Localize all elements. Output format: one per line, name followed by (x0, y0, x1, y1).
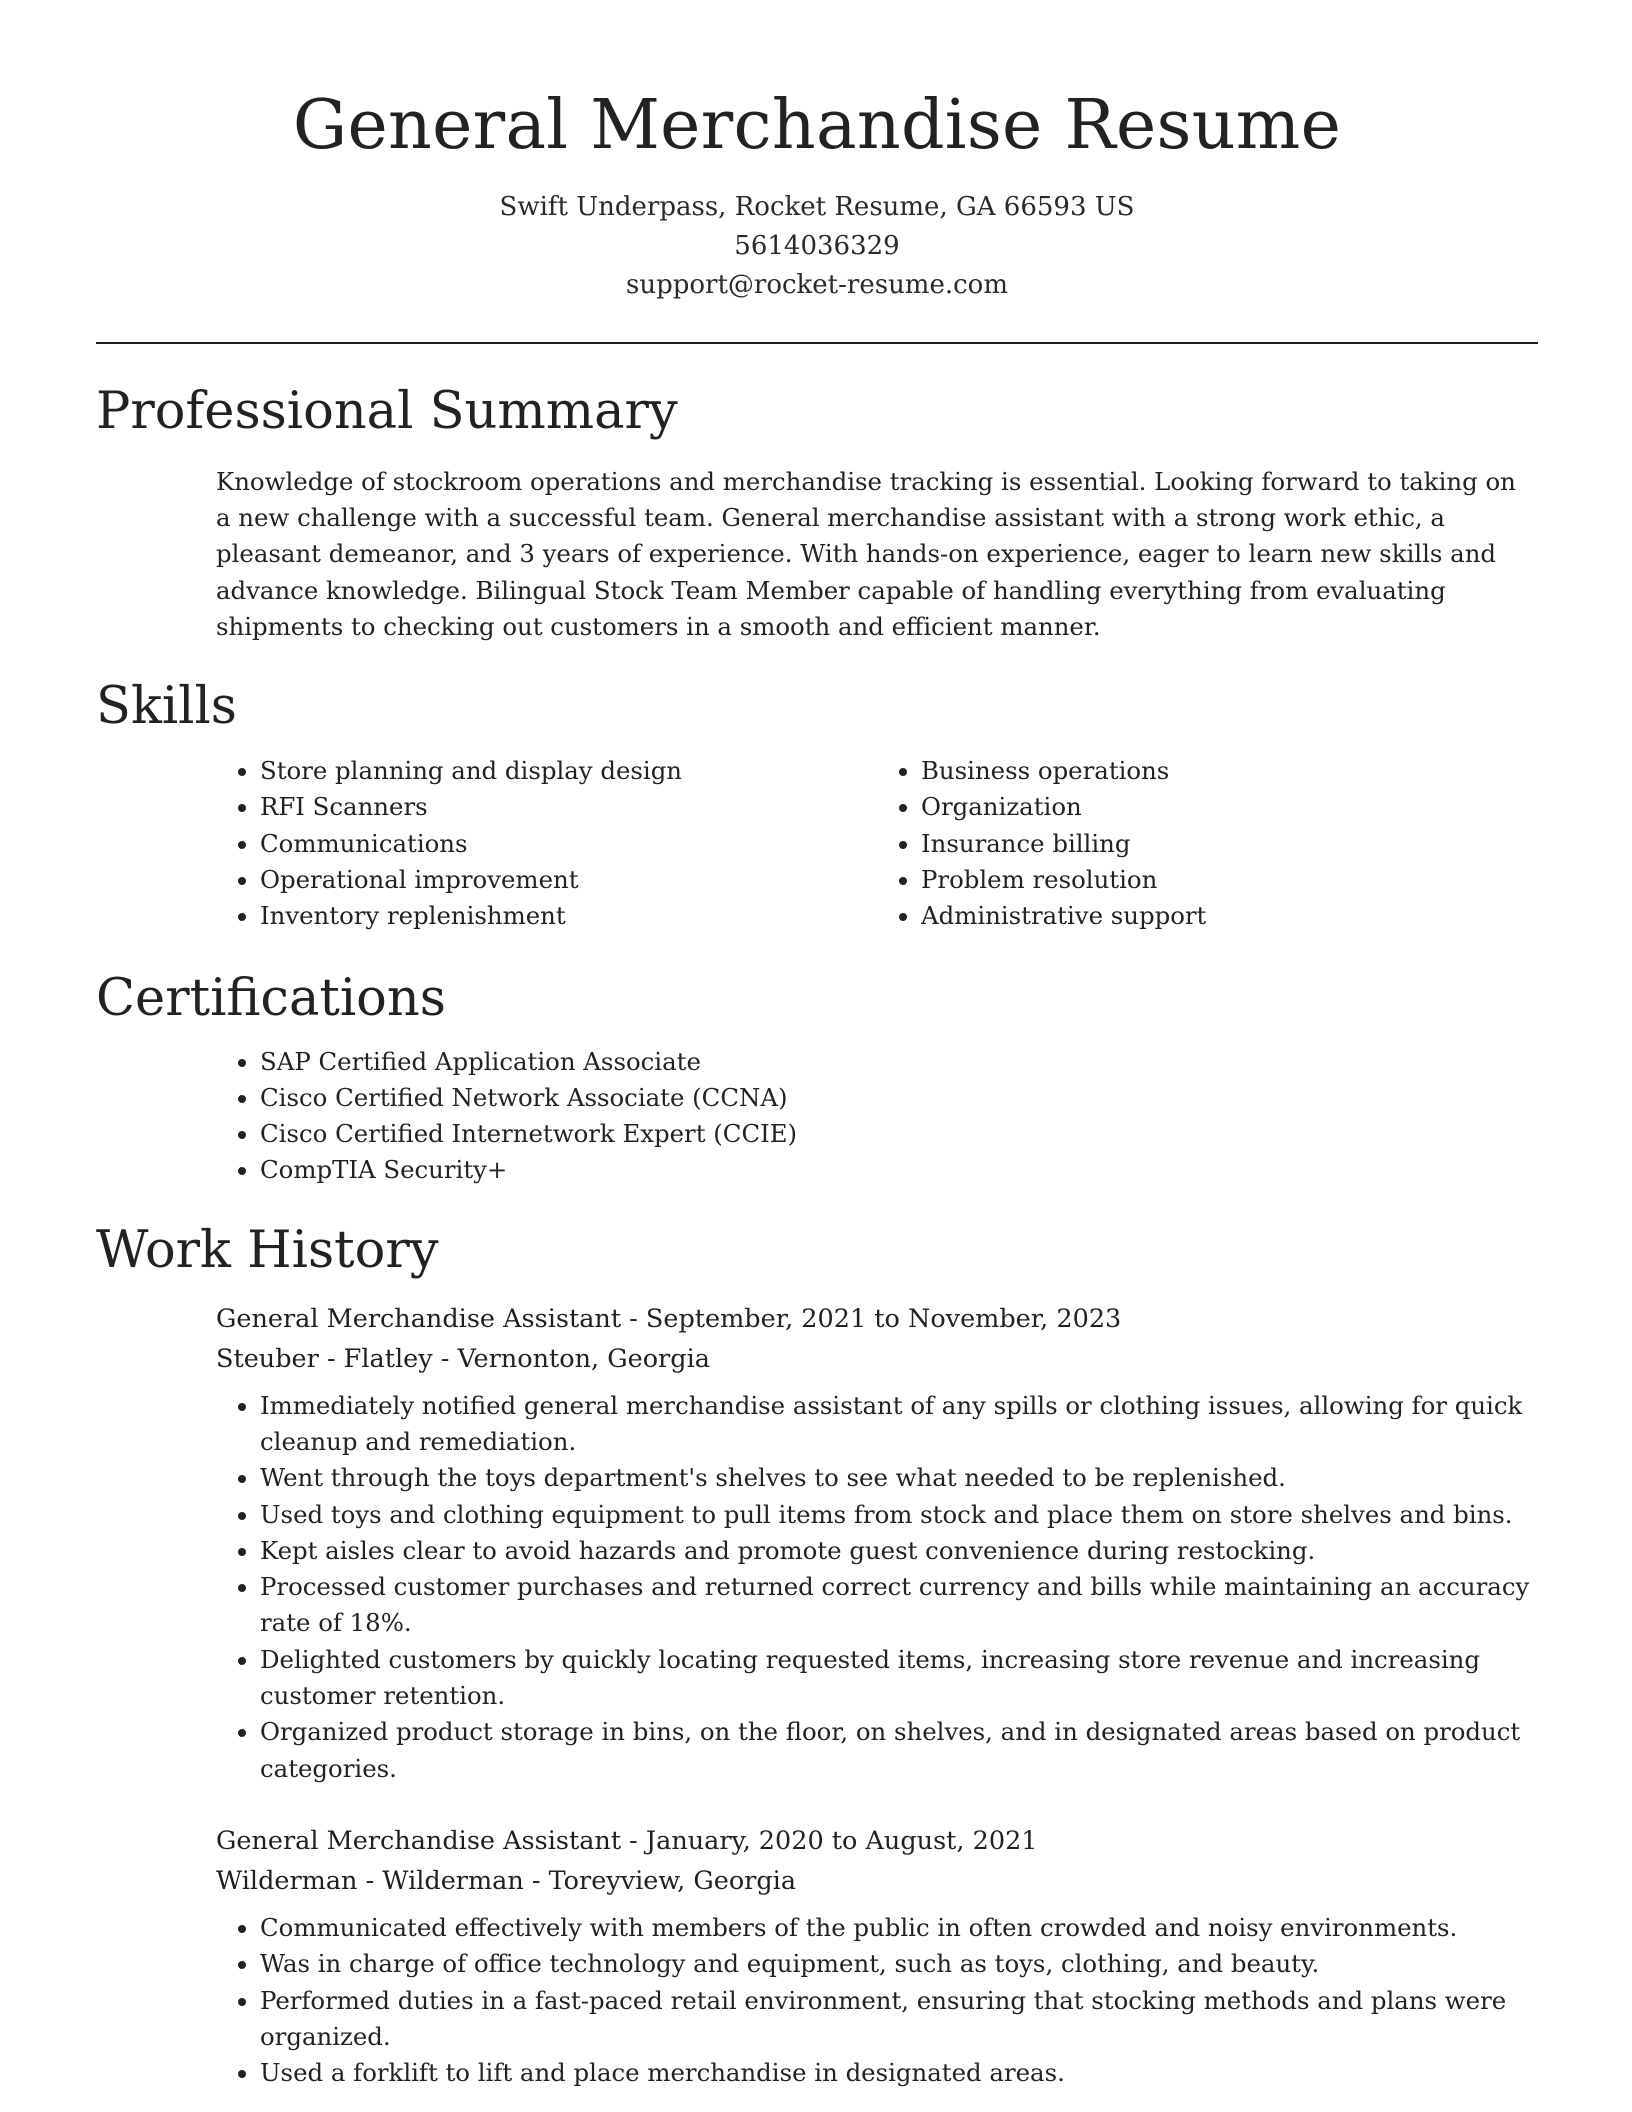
certification-item: • CompTIA Security+ (260, 1152, 1538, 1188)
separator: - (621, 1825, 646, 1856)
work-history-heading: Work History (96, 1220, 439, 1280)
job-title: General Merchandise Assistant (216, 1303, 622, 1334)
summary-text: Knowledge of stockroom operations and merchandise tracking is essential. Looking forward to taking on a new challenge with a successful team. General merchandise assistant with a strong work ethic, a pleasant demeanor, and 3 years of experience. With hands-on experience, eager to learn new skills and advance knowledge. Bilingual Stock Team Member capable of handling everything from evaluating shipments to checking out customers in a smooth and efficient manner. (216, 467, 1516, 641)
skill-item: • Organization (921, 789, 1538, 825)
skills-heading: Skills (96, 677, 237, 737)
job-entry (216, 1299, 1538, 1787)
separator: - (523, 1865, 549, 1896)
skill-item: • Business operations (921, 753, 1538, 789)
job-company: Wilderman - Wilderman (216, 1865, 524, 1896)
certification-item: • SAP Certified Application Associate (260, 1044, 1538, 1080)
job-bullet: • Delighted customers by quickly locating requested items, increasing store revenue and increasing customer retention. (260, 1642, 1538, 1715)
job-dates: January, 2020 to August, 2021 (645, 1825, 1038, 1856)
job-location: Toreyview, Georgia (548, 1865, 797, 1896)
job-location: Vernonton, Georgia (457, 1343, 710, 1374)
job-bullet: • Immediately notified general merchandise assistant of any spills or clothing issues, allowing for quick cleanup and remediation. (260, 1388, 1538, 1461)
job-company: Steuber - Flatley (216, 1343, 433, 1374)
skills-list (216, 753, 1538, 934)
skill-item: • Operational improvement (260, 862, 877, 898)
address: Swift Underpass, Rocket Resume, GA 66593 US (499, 192, 1135, 222)
job-bullet: • Went through the toys department's shelves to see what needed to be replenished. (260, 1460, 1538, 1496)
separator: - (621, 1303, 646, 1334)
job-title-line (216, 1299, 1538, 1339)
skill-item: • Communications (260, 826, 877, 862)
certification-item: • Cisco Certified Network Associate (CCNA) (260, 1080, 1538, 1116)
job-bullets (216, 1388, 1538, 1787)
job-bullet: • Used toys and clothing equipment to pull items from stock and place them on store shelves and bins. (260, 1497, 1538, 1533)
job-bullet: • Was in charge of office technology and equipment, such as toys, clothing, and beauty. (260, 1946, 1538, 1982)
job-title: General Merchandise Assistant (216, 1825, 622, 1856)
skills-column-left (216, 753, 877, 934)
header-divider (96, 342, 1538, 344)
certification-item: • Cisco Certified Internetwork Expert (CCIE) (260, 1116, 1538, 1152)
job-bullet: • Used a forklift to lift and place merchandise in designated areas. (260, 2055, 1538, 2091)
phone: 5614036329 (734, 231, 900, 261)
job-bullet: • Organized product storage in bins, on the floor, on shelves, and in designated areas based on product categories. (260, 1714, 1538, 1787)
summary-heading: Professional Summary (96, 382, 678, 441)
contact-block (96, 188, 1538, 305)
separator: - (432, 1343, 458, 1374)
resume-page (96, 0, 1538, 2091)
certifications-list (216, 1044, 1538, 1189)
skill-item: • RFI Scanners (260, 789, 877, 825)
job-bullet: • Performed duties in a fast-paced retail environment, ensuring that stocking methods and plans were organized. (260, 1983, 1538, 2056)
email: support@rocket-resume.com (625, 270, 1008, 300)
resume-title: General Merchandise Resume (292, 86, 1342, 165)
certifications-heading: Certifications (96, 968, 446, 1028)
job-company-line (216, 1339, 1538, 1379)
job-company-line (216, 1861, 1538, 1901)
skill-item: • Insurance billing (921, 826, 1538, 862)
resume-header (96, 0, 1538, 305)
job-bullet: • Kept aisles clear to avoid hazards and promote guest convenience during restocking. (260, 1533, 1538, 1569)
skill-item: • Inventory replenishment (260, 898, 877, 934)
skill-item: • Administrative support (921, 898, 1538, 934)
job-dates: September, 2021 to November, 2023 (645, 1303, 1122, 1334)
job-entry (216, 1821, 1538, 2091)
job-bullet: • Processed customer purchases and returned correct currency and bills while maintaining an accuracy rate of 18%. (260, 1569, 1538, 1642)
job-title-line (216, 1821, 1538, 1861)
job-bullets (216, 1910, 1538, 2091)
skill-item: • Store planning and display design (260, 753, 877, 789)
skill-item: • Problem resolution (921, 862, 1538, 898)
job-bullet: • Communicated effectively with members of the public in often crowded and noisy environments. (260, 1910, 1538, 1946)
skills-column-right (877, 753, 1538, 934)
